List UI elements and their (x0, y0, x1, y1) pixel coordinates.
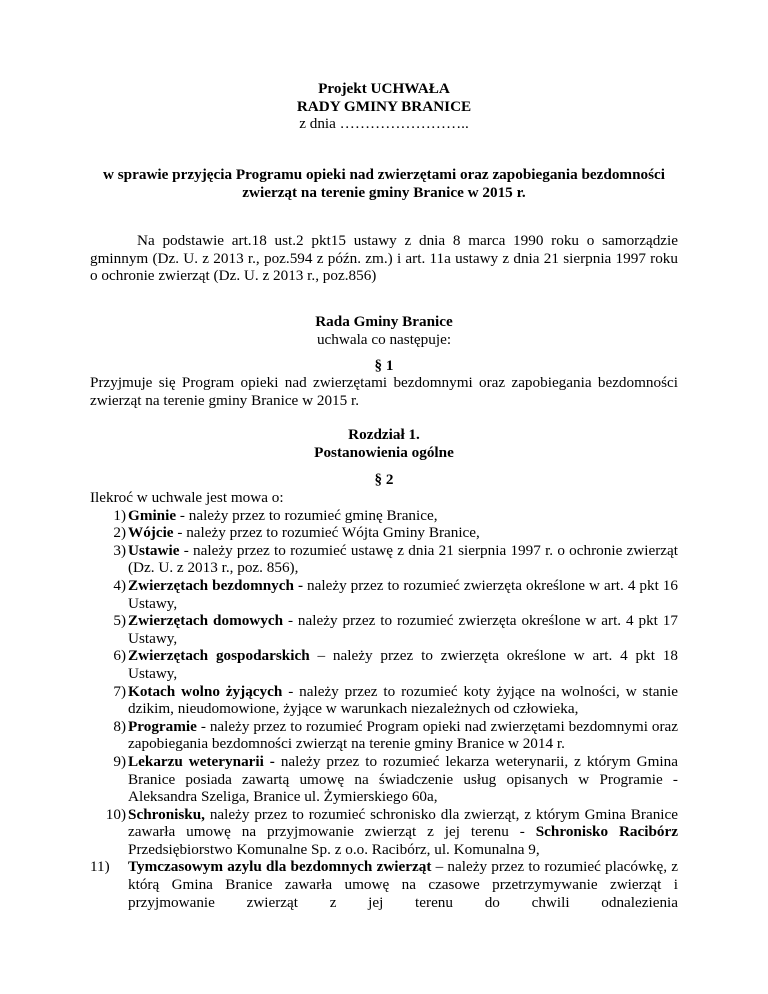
list-item: 8) Programie - należy przez to rozumieć Program opieki nad zwierzętami bezdomnymi oraz zapobiegania bezdomności zwierząt na terenie gminy Branice w 2014 r. (113, 717, 678, 753)
definition-text: należy przez to rozumieć schronisko dla zwierząt, z którym Gmina Branice zawarła umowę na przyjmowanie zwierząt z jej terenu - (128, 805, 678, 841)
definition-text: należy przez to rozumieć zwierzęta określone w art. 4 pkt 16 Ustawy, (128, 576, 678, 612)
definition-term: Tymczasowym azylu dla bezdomnych zwierząt (128, 858, 432, 876)
definition-text: – należy przez to zwierzęta określone w art. 4 pkt 18 Ustawy, (128, 647, 678, 682)
definition-text: należy przez to rozumieć lekarza weterynarii, z którym Gmina Branice posiada zawartą umowę na świadczenie usług opisanych w Programie - Aleksandra Szeliga, Branice ul. Żymierskiego 60a, (128, 752, 678, 806)
list-item: 3) Ustawie - należy przez to rozumieć ustawę z dnia 21 sierpnia 1997 r. o ochronie zwierząt (Dz. U. z 2013 r., poz. 856), (113, 541, 678, 577)
definition-text: - należy przez to rozumieć ustawę z dnia 21 sierpnia 1997 r. o ochronie zwierząt (Dz. U. z 2013 r., poz. 856), (128, 541, 678, 577)
section-1-mark: § 1 (374, 357, 394, 374)
resolution-subject: w sprawie przyjęcia Programu opieki nad zwierzętami oraz zapobiegania bezdomności zwierząt na terenie gminy Branice w 2015 r. (103, 166, 665, 201)
council-name: Rada Gminy Branice (315, 313, 453, 330)
definition-term: Schronisku, (128, 805, 205, 823)
definition-term: Ustawie (128, 541, 180, 559)
resolution-title: Projekt UCHWAŁA (318, 80, 450, 97)
preamble: Na podstawie art.18 ust.2 pkt15 ustawy z dnia 8 marca 1990 roku o samorządzie gminnym (Dz. U. z 2013 r., poz.594 z późn. zm.) i art. 11a ustawy z dnia 21 sierpnia 1997 roku o ochronie zwierząt (Dz. U. z 2013 r., poz.856) (90, 232, 678, 285)
definition-text: - należy przez to rozumieć Program opieki nad zwierzętami bezdomnymi oraz zapobiegania bezdomności zwierząt na terenie gminy Branice w 2014 r. (128, 717, 678, 753)
list-item: 10) Schronisku, należy przez to rozumieć schronisko dla zwierząt, z którym Gmina Branice zawarła umowę na przyjmowanie zwierząt z jej terenu - Schronisko Racibórz Przedsiębiorstwo Komunalne Sp. z o.o. Racibórz, ul. Komunalna 9, (105, 805, 679, 858)
definition-term: Lekarzu weterynarii - (128, 752, 275, 770)
resolution-date: z dnia …………………….. (299, 115, 469, 133)
list-item: 2) Wójcie - należy przez to rozumieć Wójta Gminy Branice, (113, 524, 480, 542)
chapter-1-subtitle: Postanowienia ogólne (314, 443, 454, 461)
list-item: 1) Gminie - należy przez to rozumieć gminę Branice, (113, 506, 438, 524)
definitions-intro: Ilekroć w uchwale jest mowa o: (90, 489, 284, 506)
definition-text: - należy przez to rozumieć gminę Branice, (176, 506, 438, 524)
definition-term: Zwierzętach bezdomnych - (128, 576, 304, 594)
chapter-1-heading (90, 426, 678, 461)
chapter-1-title: Rozdział 1. (348, 426, 420, 443)
list-item: 11) Tymczasowym azylu dla bezdomnych zwierząt – należy przez to rozumieć placówkę, z którą Gmina Branice zawarła umowę na czasowe przetrzymywanie zwierząt i przyjmowanie zwierząt z jej terenu do chwili odnalezienia (90, 858, 678, 911)
definition-text: – należy przez to rozumieć placówkę, z którą Gmina Branice zawarła umowę na czasowe przetrzymywanie zwierząt i przyjmowanie zwierząt z jej terenu do chwili odnalezienia (128, 858, 678, 911)
council-title: RADY GMINY BRANICE (296, 97, 472, 115)
definition-text-shelter: Przedsiębiorstwo Komunalne Sp. z o.o. Racibórz, ul. Komunalna 9, (128, 840, 540, 858)
list-item: 6) Zwierzętach gospodarskich – należy przez to zwierzęta określone w art. 4 pkt 18 Ustawy, (113, 647, 678, 682)
definition-text: - należy przez to rozumieć Wójta Gminy Branice, (173, 524, 480, 542)
list-item: 4) Zwierzętach bezdomnych - należy przez to rozumieć zwierzęta określone w art. 4 pkt 16 Ustawy, (113, 576, 678, 612)
council-block (90, 313, 678, 348)
resolution-heading (90, 80, 678, 133)
council-resolves: uchwala co następuje: (316, 330, 452, 348)
definition-term: Wójcie (128, 524, 174, 542)
definition-text: - należy przez to rozumieć koty żyjące na wolności, w stanie dzikim, nieudomowione, żyjące w warunkach niezależnych od człowieka, (128, 682, 678, 718)
definition-term: Kotach wolno żyjących (128, 682, 283, 700)
definition-text: - należy przez to rozumieć zwierzęta określone w art. 4 pkt 17 Ustawy, (128, 612, 678, 647)
definition-term: Programie (128, 717, 197, 735)
definition-term: Zwierzętach domowych (128, 612, 284, 630)
list-item: 5) Zwierzętach domowych - należy przez to rozumieć zwierzęta określone w art. 4 pkt 17 Ustawy, (113, 612, 678, 647)
section-1-text: Przyjmuje się Program opieki nad zwierzętami bezdomnymi oraz zapobiegania bezdomności zwierząt na terenie gminy Branice w 2015 r. (90, 374, 678, 409)
list-item: 7) Kotach wolno żyjących - należy przez to rozumieć koty żyjące na wolności, w stanie dzikim, nieudomowione, żyjące w warunkach niezależnych od człowieka, (113, 682, 678, 718)
section-2-mark: § 2 (374, 471, 394, 488)
definition-term: Gminie (128, 506, 177, 524)
list-item: 9) Lekarzu weterynarii - należy przez to rozumieć lekarza weterynarii, z którym Gmina Branice posiada zawartą umowę na świadczenie usług opisanych w Programie - Aleksandra Szeliga, Branice ul. Żymierskiego 60a, (113, 752, 678, 806)
definition-term-shelter: Schronisko Racibórz (535, 823, 679, 841)
definitions-list (90, 507, 678, 912)
definitions-block (90, 489, 678, 911)
definition-term: Zwierzętach gospodarskich (128, 647, 310, 665)
